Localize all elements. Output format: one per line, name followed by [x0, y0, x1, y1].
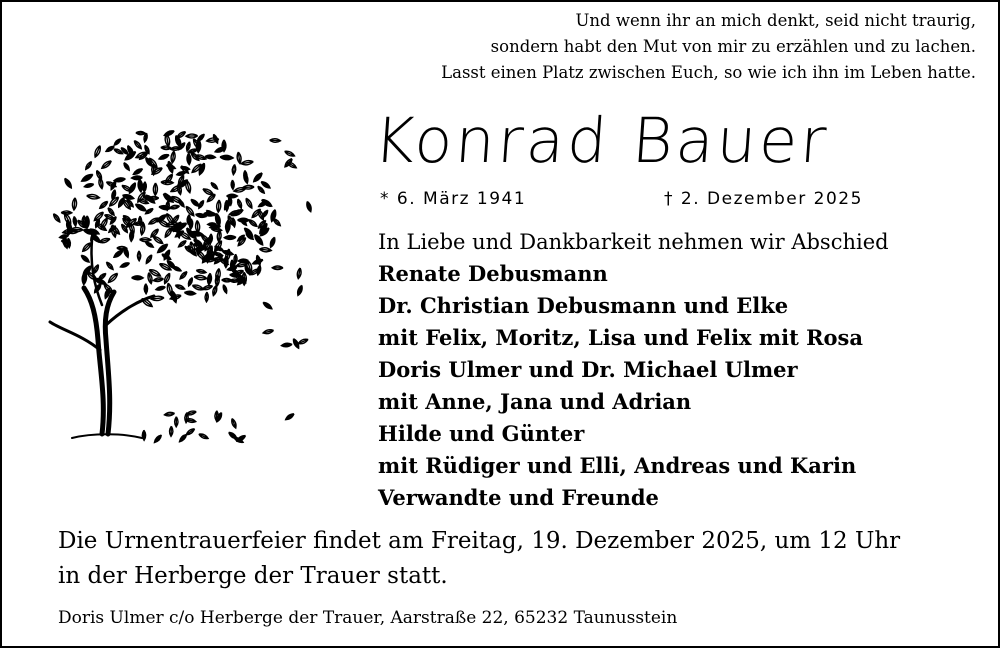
contact-address: Doris Ulmer c/o Herberge der Trauer, Aarstraße 22, 65232 Taunusstein — [58, 608, 678, 628]
mourner-line: mit Anne, Jana und Adrian — [378, 389, 692, 414]
mourner-line: Dr. Christian Debusmann und Elke — [378, 293, 789, 318]
memorial-quote — [441, 8, 976, 86]
quote-line: Lasst einen Platz zwischen Euch, so wie ich ihn im Leben hatte. — [441, 63, 976, 82]
ceremony-announcement — [58, 524, 900, 594]
deceased-name: Konrad Bauer — [371, 104, 832, 177]
quote-line: sondern habt den Mut von mir zu erzählen und zu lachen. — [490, 37, 976, 56]
mourner-line: Verwandte und Freunde — [378, 485, 659, 510]
ceremony-line: Die Urnentrauerfeier findet am Freitag, 19. Dezember 2025, um 12 Uhr — [58, 528, 901, 554]
mourner-line: mit Rüdiger und Elli, Andreas und Karin — [378, 453, 857, 478]
birth-date: * 6. März 1941 — [380, 189, 527, 209]
death-date: † 2. Dezember 2025 — [664, 189, 863, 209]
ceremony-line: in der Herberge der Trauer statt. — [58, 563, 448, 589]
quote-line: Und wenn ihr an mich denkt, seid nicht traurig, — [575, 11, 976, 30]
farewell-intro: In Liebe und Dankbarkeit nehmen wir Abschied — [378, 230, 889, 254]
mourner-line: Hilde und Günter — [378, 421, 585, 446]
mourner-line: Doris Ulmer und Dr. Michael Ulmer — [378, 357, 798, 382]
mourner-line: mit Felix, Moritz, Lisa und Felix mit Rosa — [378, 325, 863, 350]
mourner-line: Renate Debusmann — [378, 261, 608, 286]
mourners-list — [378, 226, 889, 514]
windblown-tree-icon — [32, 100, 322, 446]
